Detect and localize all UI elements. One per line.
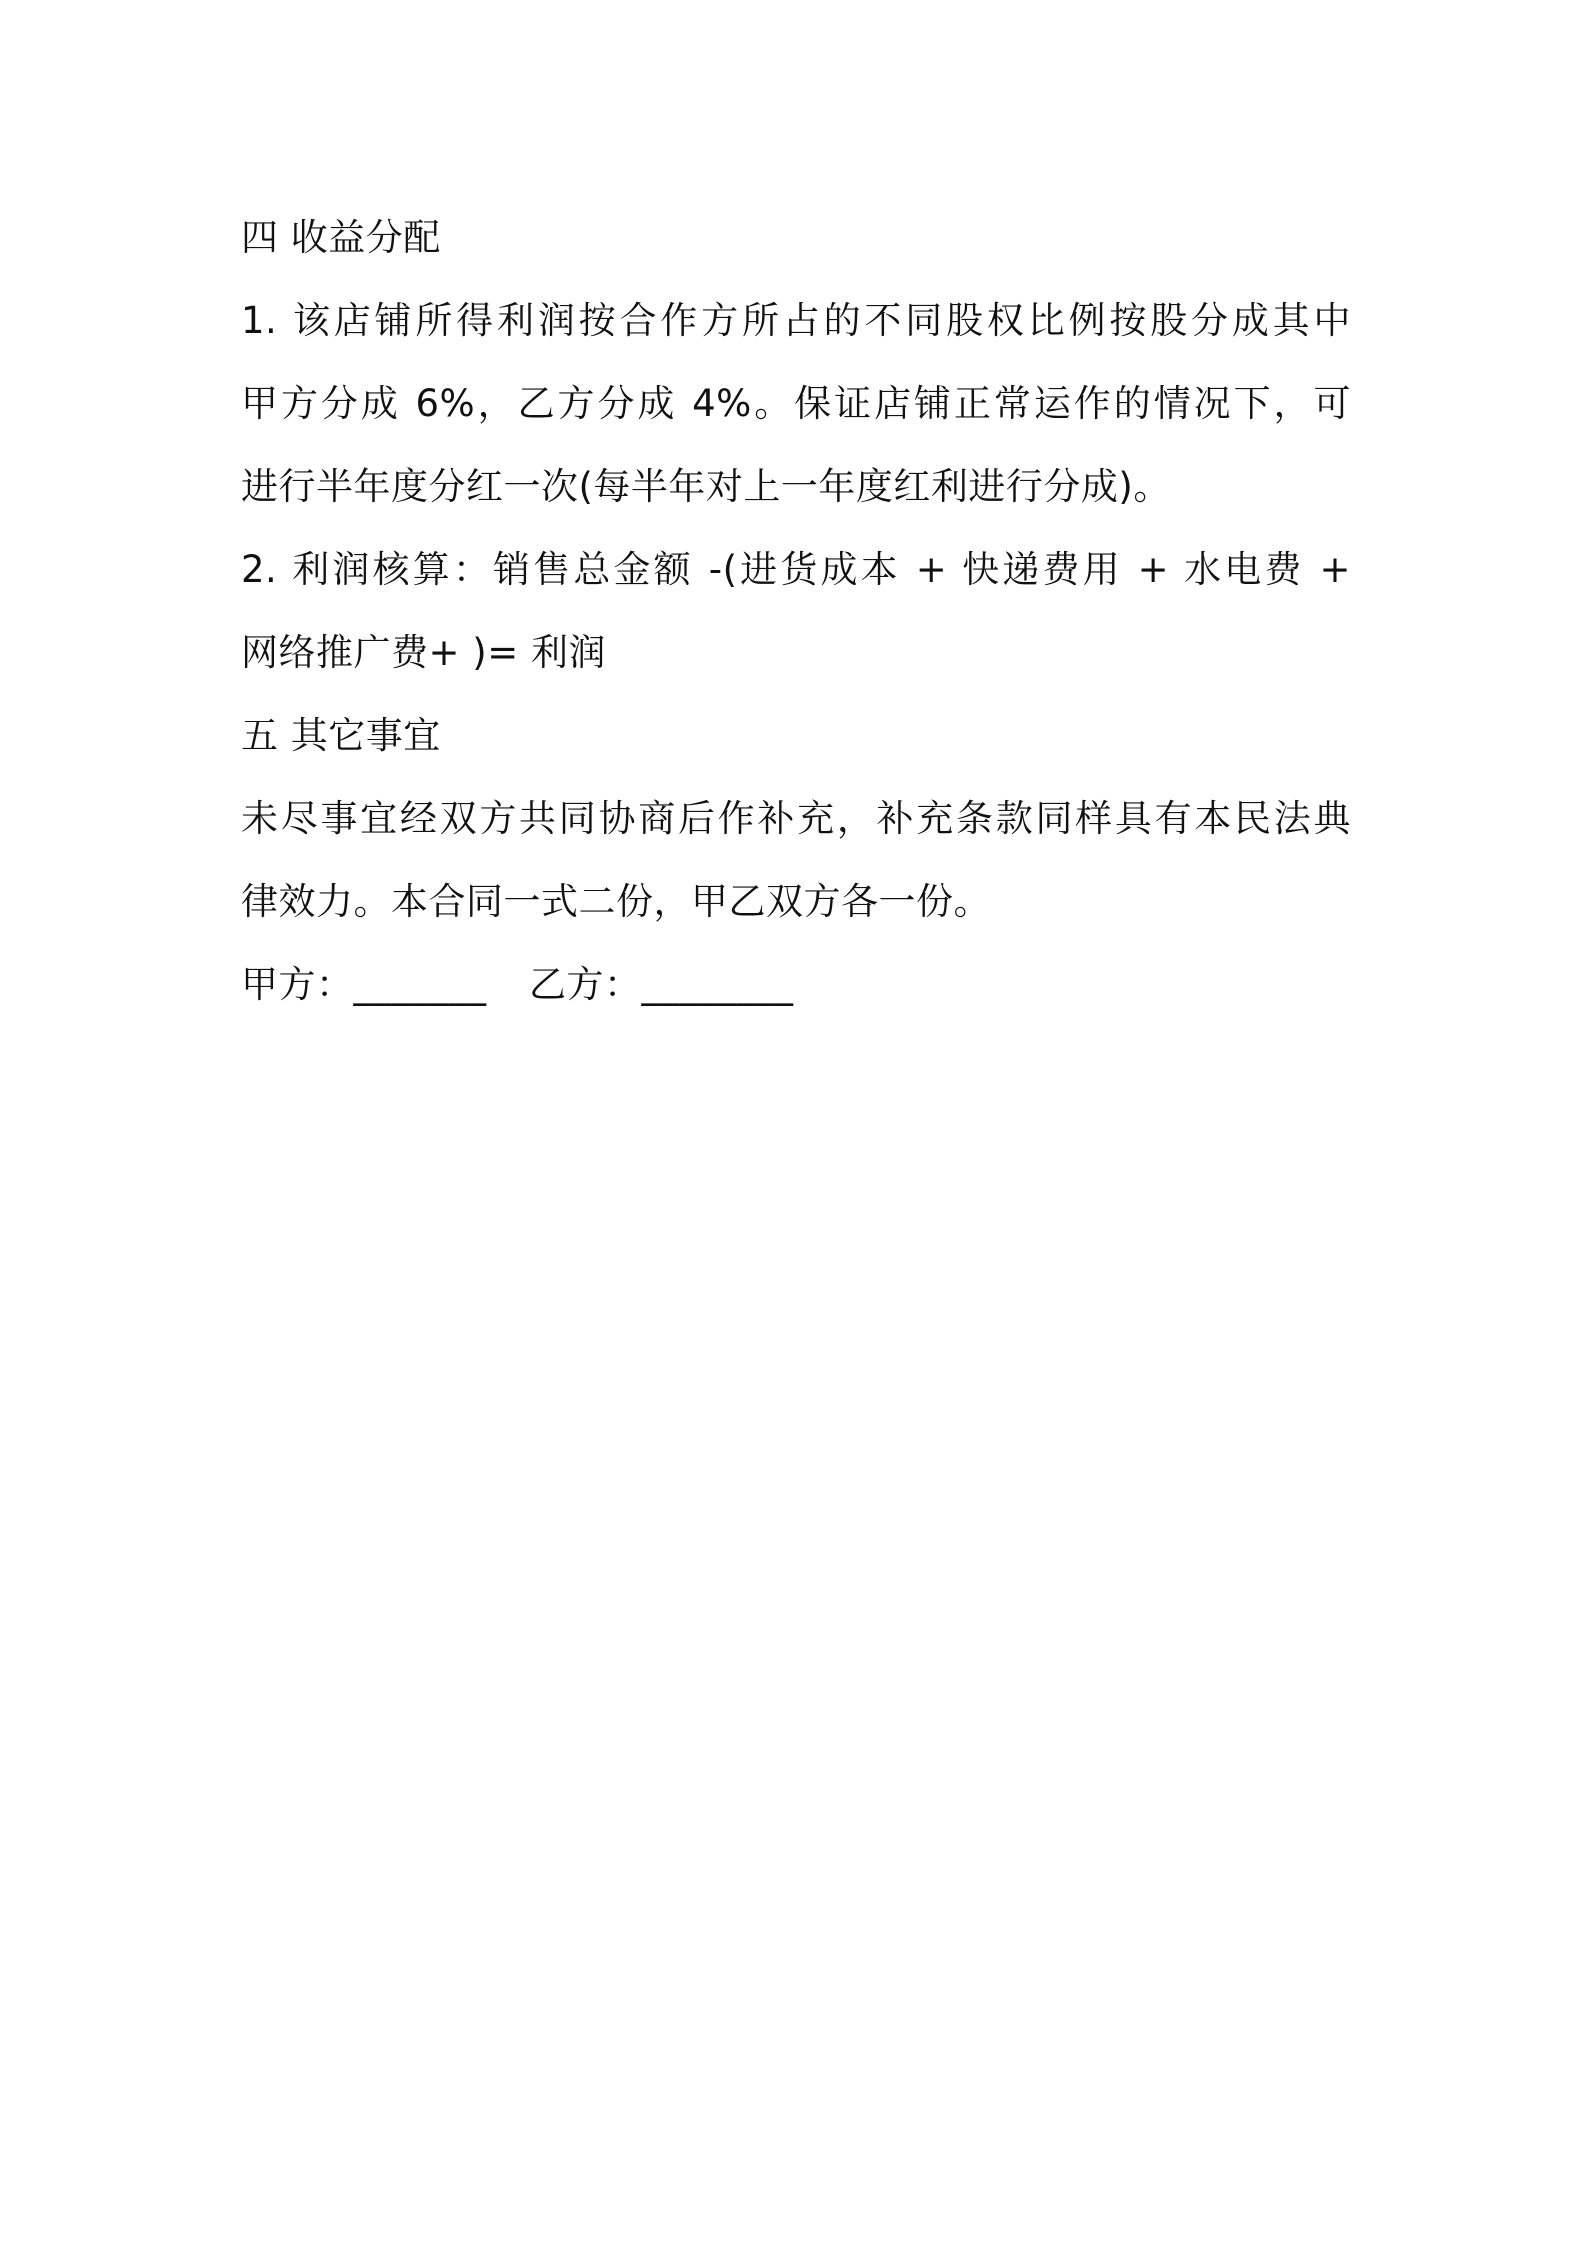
party-b-label: 乙方： bbox=[529, 963, 642, 1006]
party-b-signature-blank: ________ bbox=[641, 963, 794, 1006]
section-5-heading: 五 其它事宜 bbox=[241, 714, 441, 757]
section-4-item-1-line-2: 甲方分成 6%，乙方分成 4%。保证店铺正常运作的情况下，可 bbox=[241, 382, 1351, 425]
signature-line bbox=[241, 943, 1351, 1026]
section-4-item-2-line-1: 2. 利润核算：销售总金额 -(进货成本 + 快递费用 + 水电费 + bbox=[241, 548, 1351, 591]
section-4-item-1-line-3: 进行半年度分红一次(每半年对上一年度红利进行分成)。 bbox=[241, 465, 1171, 508]
section-4-item-2-line-2: 网络推广费+ )= 利润 bbox=[241, 631, 606, 674]
section-4-item-1-line-1: 1. 该店铺所得利润按合作方所占的不同股权比例按股分成其中 bbox=[241, 299, 1351, 342]
party-a-signature-blank: _______ bbox=[353, 963, 487, 1006]
section-5-line-1: 未尽事宜经双方共同协商后作补充，补充条款同样具有本民法典 bbox=[241, 797, 1351, 840]
section-4-heading: 四 收益分配 bbox=[241, 216, 441, 259]
party-a-label: 甲方： bbox=[241, 963, 354, 1006]
section-5-line-2: 律效力。本合同一式二份，甲乙双方各一份。 bbox=[241, 880, 991, 923]
document-body bbox=[241, 196, 1351, 1026]
